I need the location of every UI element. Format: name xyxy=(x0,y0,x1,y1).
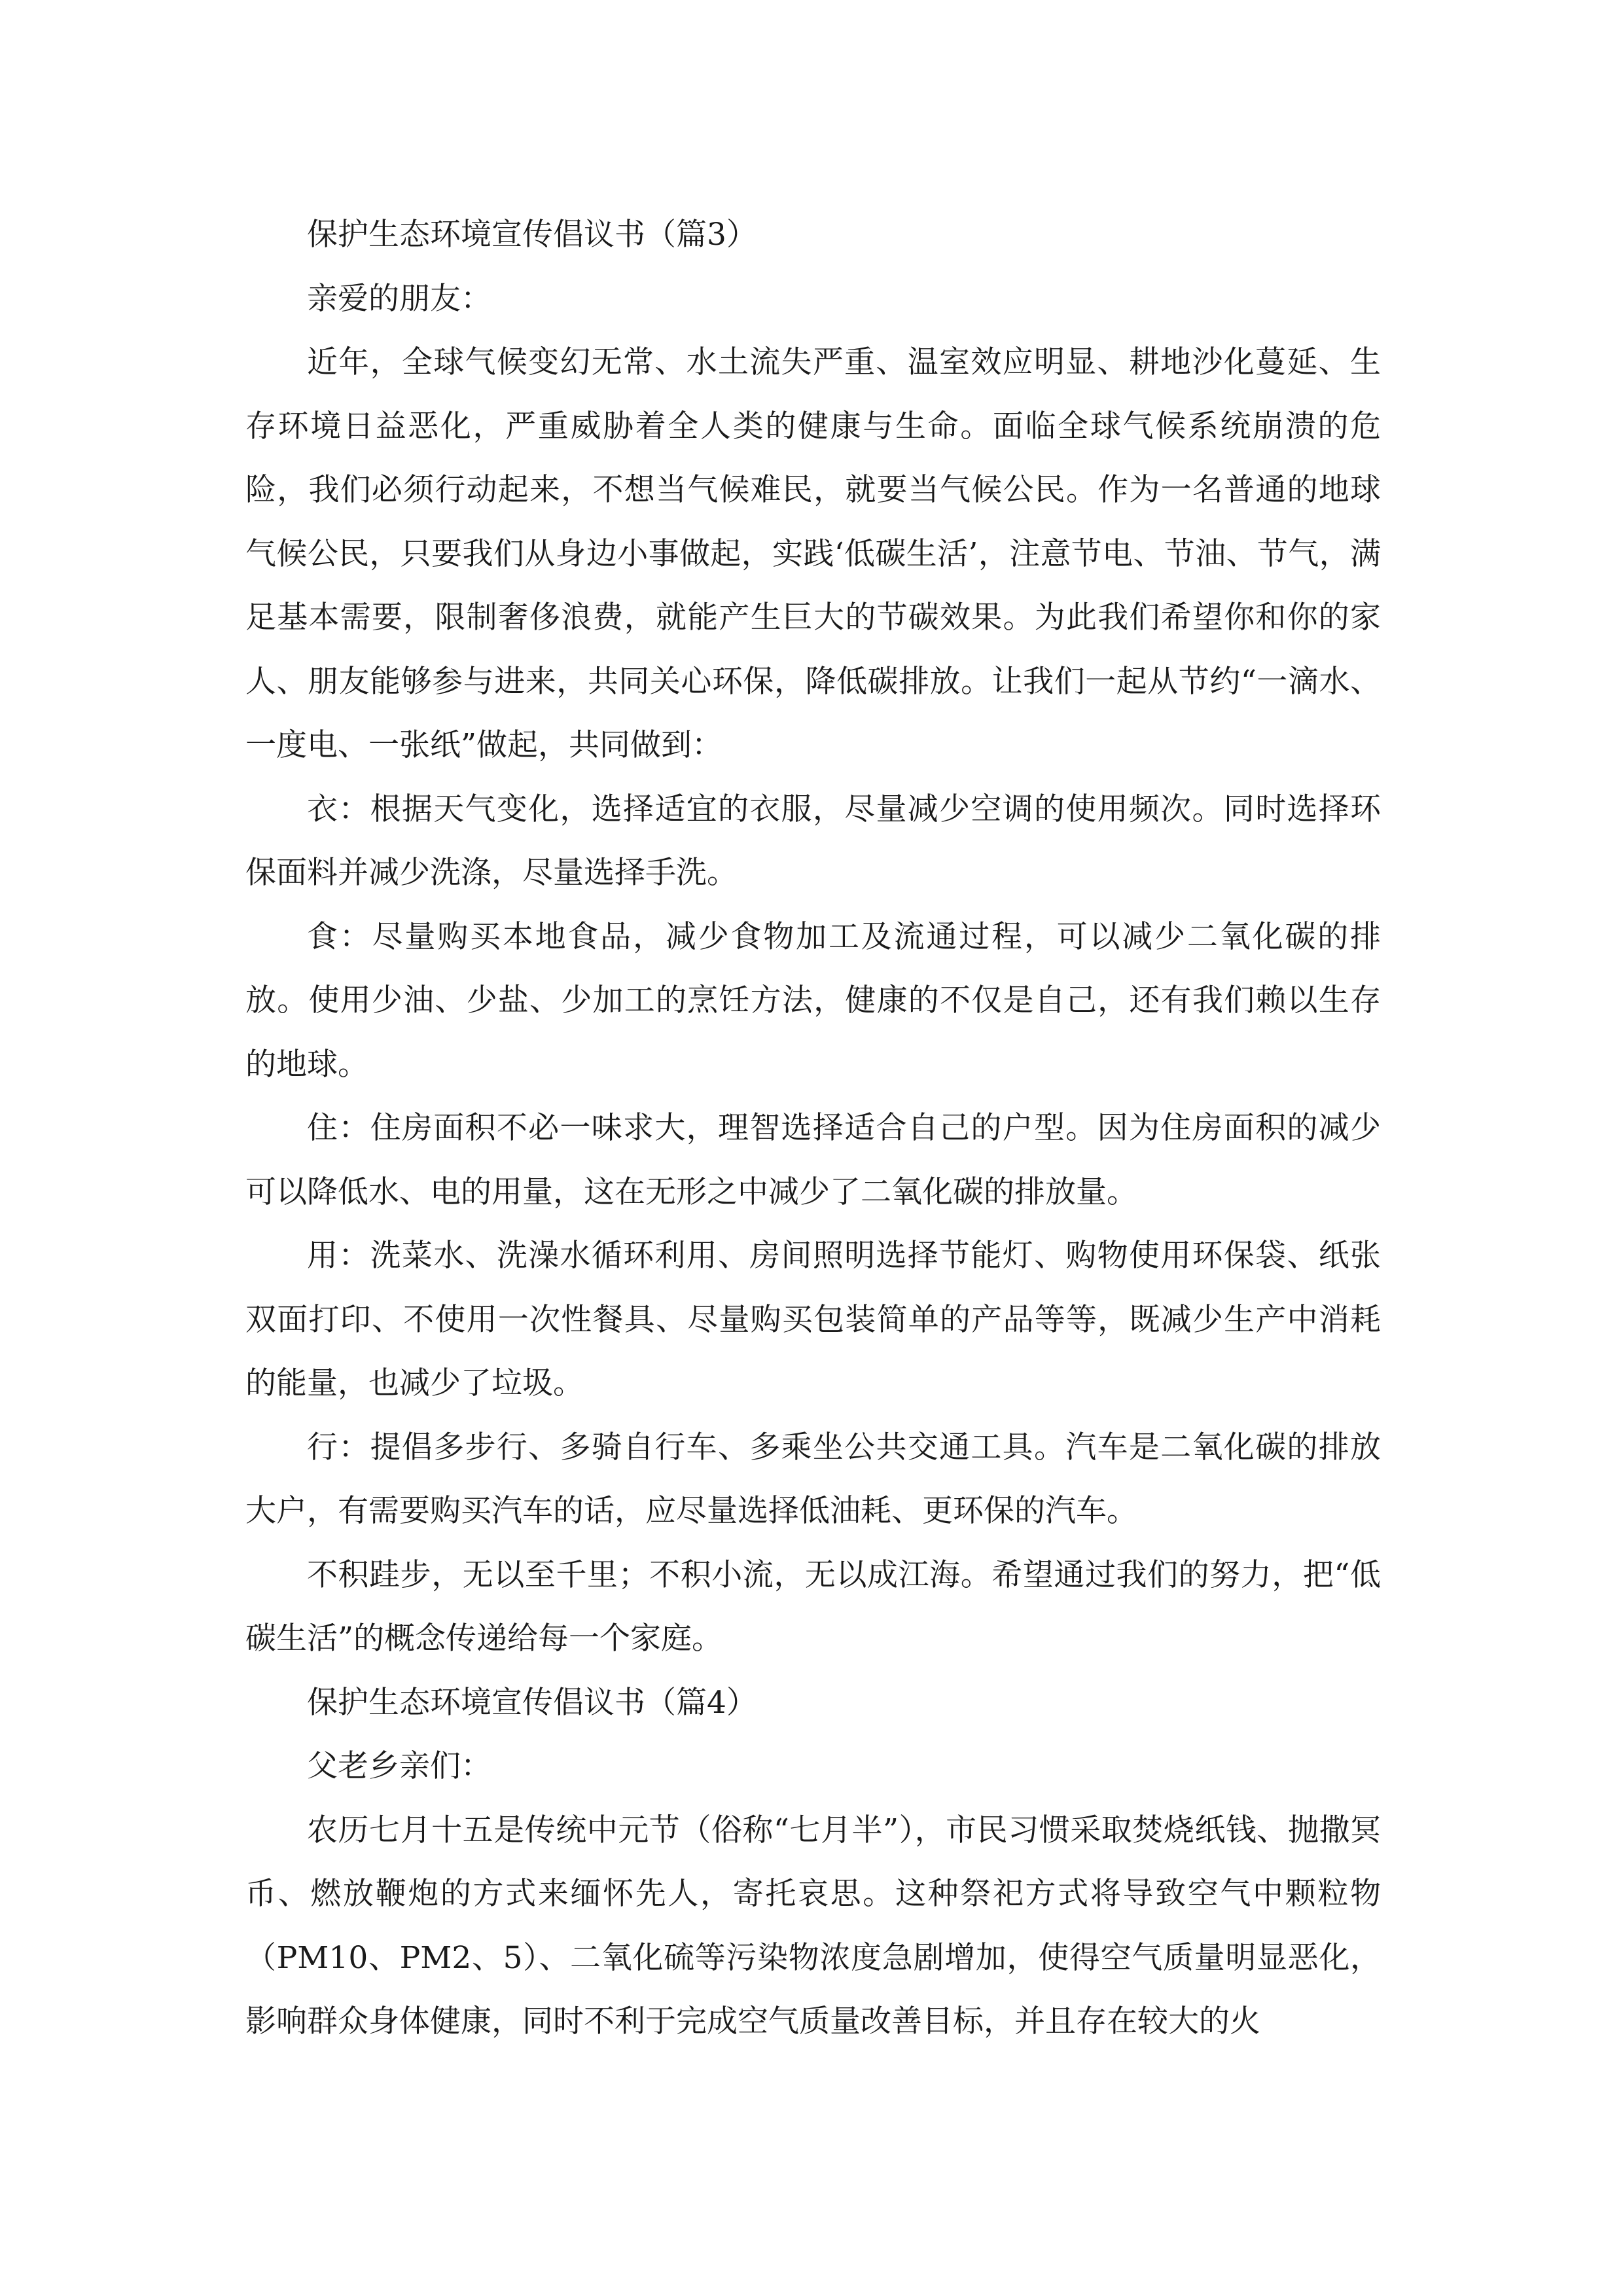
section3-paragraph-closing: 不积跬步，无以至千里；不积小流，无以成江海。希望通过我们的努力，把“低碳生活”的概念传递给每一个家庭。 xyxy=(245,1556,1381,1657)
section3-paragraph-food: 食：尽量购买本地食品，减少食物加工及流通过程，可以减少二氧化碳的排放。使用少油、少盐、少加工的烹饪方法，健康的不仅是自己，还有我们赖以生存的地球。 xyxy=(245,918,1381,1083)
section3-paragraph-travel: 行：提倡多步行、多骑自行车、多乘坐公共交通工具。汽车是二氧化碳的排放大户，有需要购买汽车的话，应尽量选择低油耗、更环保的汽车。 xyxy=(245,1429,1381,1529)
section4-salutation: 父老乡亲们： xyxy=(307,1748,491,1784)
section3-paragraph-usage: 用：洗菜水、洗澡水循环利用、房间照明选择节能灯、购物使用环保袋、纸张双面打印、不使用一次性餐具、尽量购买包装简单的产品等等，既减少生产中消耗的能量，也减少了垃圾。 xyxy=(245,1238,1381,1401)
section3-salutation: 亲爱的朋友： xyxy=(307,280,491,317)
document-page xyxy=(245,203,1381,2054)
section3-paragraph-intro: 近年，全球气候变幻无常、水土流失严重、温室效应明显、耕地沙化蔓延、生存环境日益恶化，严重威胁着全人类的健康与生命。面临全球气候系统崩溃的危险，我们必须行动起来，不想当气候难民，就要当气候公民。作为一名普通的地球气候公民，只要我们从身边小事做起，实践‘低碳生活’，注意节电、节油、节气，满足基本需要，限制奢侈浪费，就能产生巨大的节碳效果。为此我们希望你和你的家人、朋友能够参与进来，共同关心环保，降低碳排放。让我们一起从节约“一滴水、一度电、一张纸”做起，共同做到： xyxy=(245,344,1381,763)
section4-paragraph-intro: 农历七月十五是传统中元节（俗称“七月半”），市民习惯采取焚烧纸钱、抛撒冥币、燃放鞭炮的方式来缅怀先人，寄托哀思。这种祭祀方式将导致空气中颗粒物（PM10、PM2、5）、二氧化硫等污染物浓度急剧增加，使得空气质量明显恶化，影响群众身体健康，同时不利于完成空气质量改善目标，并且存在较大的火 xyxy=(245,1812,1381,2039)
section4-title: 保护生态环境宣传倡议书（篇4） xyxy=(307,1684,757,1721)
section3-title: 保护生态环境宣传倡议书（篇3） xyxy=(307,217,757,253)
section3-paragraph-housing: 住：住房面积不必一味求大，理智选择适合自己的户型。因为住房面积的减少可以降低水、电的用量，这在无形之中减少了二氧化碳的排放量。 xyxy=(245,1110,1381,1210)
section3-paragraph-clothing: 衣：根据天气变化，选择适宜的衣服，尽量减少空调的使用频次。同时选择环保面料并减少洗涤，尽量选择手洗。 xyxy=(245,791,1381,891)
